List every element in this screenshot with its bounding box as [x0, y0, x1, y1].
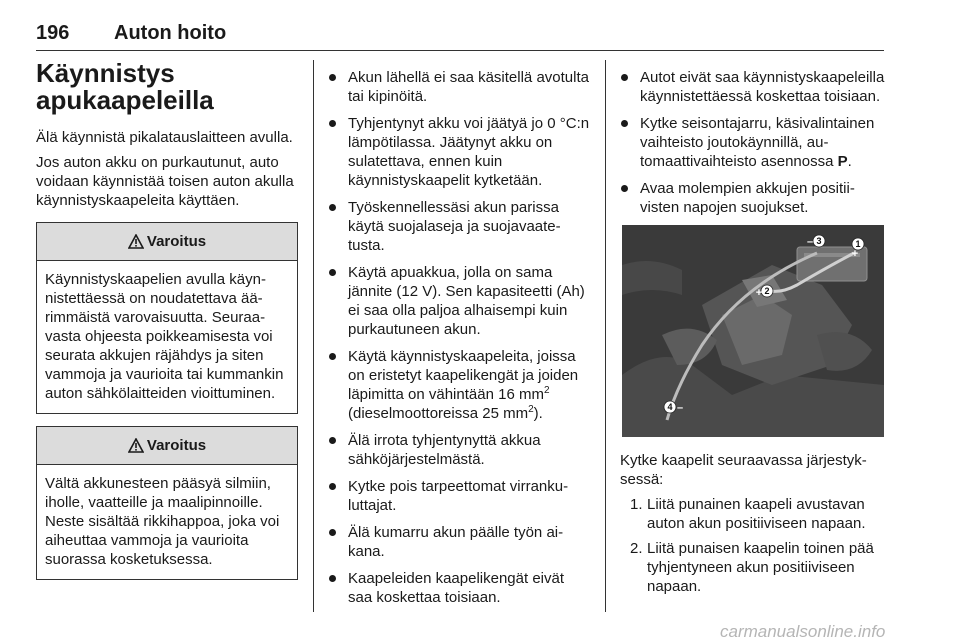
bullet-icon: [329, 575, 336, 582]
bullet-icon: [329, 120, 336, 127]
warning-triangle-icon: [128, 438, 144, 453]
list-item: Käytä apuakkua, jolla on sama jännite (12 V). Sen kapasiteetti (Ah) ei saa olla paljoa alhaisempi kuin purkautuneen akun.: [328, 263, 590, 339]
connection-steps: [620, 495, 886, 596]
list-item: Älä irrota tyhjentynyttä akkua sähköjärjestelmästä.: [328, 431, 590, 469]
column-divider: [313, 60, 314, 612]
chapter-title: Auton hoito: [114, 22, 227, 44]
minus-sign: –: [806, 236, 814, 248]
warning-box: [36, 222, 298, 414]
list-item: Älä kumarru akun päälle työn aikana.: [328, 523, 590, 561]
warning-label: Varoitus: [146, 233, 207, 250]
bullet-icon: [329, 74, 336, 81]
list-item: Avaa molempien akkujen positiivisten napojen suojukset.: [620, 179, 886, 217]
intro-paragraph: Jos auton akku on purkautunut, auto voidaan käynnistää toisen auton akulla käynnistyskaapeleita käyttäen.: [36, 154, 294, 209]
bullet-icon: [329, 353, 336, 360]
watermark: carmanualsonline.info: [720, 622, 886, 641]
bullet-icon: [329, 204, 336, 211]
callout-4: 4: [667, 402, 673, 412]
column-divider: [605, 60, 606, 612]
plus-sign: +: [851, 248, 859, 260]
callout-2: 2: [764, 286, 770, 296]
list-item: Tyhjentynyt akku voi jäätyä jo 0 °C:n lämpötilassa. Jäätynyt akku on sulatettava, ennen kuin käynnistyskaapelit kytketään.: [328, 114, 590, 190]
page-number: 196: [36, 22, 70, 44]
list-item: Kytke seisontajarru, käsivalintainen vaihteisto joutokäynnillä, automaattivaihteisto asennossa P.: [620, 114, 886, 171]
list-item: Kytke pois tarpeettomat virrankuluttajat.: [328, 477, 590, 515]
minus-sign: –: [676, 402, 684, 414]
section-title: Käynnistys apukaapeleilla: [36, 58, 214, 115]
warning-text: Vältä akkunesteen pääsyä silmiin, iholle, vaatteille ja maalipinnoille. Neste sisältää rikkihappoa, joka voi aiheuttaa vammoja ja vaurioita suorassa kosketuksessa.: [45, 475, 280, 568]
precaution-list: [328, 68, 590, 607]
list-item: Akun lähellä ei saa käsitellä avotulta tai kipinöitä.: [328, 68, 590, 106]
list-item: Kaapeleiden kaapelikengät eivät saa koskettaa toisiaan.: [328, 569, 590, 607]
steps-intro: Kytke kaapelit seuraavassa järjestyksessä:: [620, 452, 867, 488]
bullet-icon: [329, 269, 336, 276]
engine-bay-illustration: [622, 225, 884, 437]
column-left: [36, 60, 298, 580]
warning-label: Varoitus: [146, 437, 207, 454]
preparation-list: [620, 68, 886, 217]
warning-triangle-icon: [128, 234, 144, 249]
list-item: Käytä käynnistyskaapeleita, joissa on eristetyt kaapelikengät ja joiden läpimitta on vähintään 16 $mm^2$ (dieselmoottoreissa 25 $mm^2$).: [328, 347, 590, 423]
warning-text: Käynnistyskaapelien avulla käynnistettäessä on noudatettava äärimmäistä varovaisuutta. Seuraavasta ohjeesta poikkeamisesta voi seurata akkujen räjähdys ja siten vammoja ja vaurioita tai kummankin auton sähkölaitteiden vioittuminen.: [45, 271, 284, 402]
column-right: [620, 68, 886, 602]
column-middle: [328, 68, 590, 615]
warning-header: [37, 427, 297, 465]
bullet-icon: [329, 483, 336, 490]
list-item: Autot eivät saa käynnistyskaapeleilla käynnistettäessä koskettaa toisiaan.: [620, 68, 886, 106]
warning-header: [37, 223, 297, 261]
page-header: [36, 20, 884, 51]
jump-start-diagram: [622, 225, 884, 437]
list-item: 1. Liitä punainen kaapeli avustavan auton akun positiiviseen napaan.: [630, 496, 866, 532]
bullet-icon: [329, 529, 336, 536]
bullet-icon: [329, 437, 336, 444]
warning-box: [36, 426, 298, 580]
list-item: Työskennellessäsi akun parissa käytä suojalaseja ja suojavaatetusta.: [328, 198, 590, 255]
list-item: 2. Liitä punaisen kaapelin toinen pää tyhjentyneen akun positiiviseen napaan.: [630, 540, 874, 595]
callout-3: 3: [816, 236, 822, 246]
bullet-icon: [621, 74, 628, 81]
callout-1: 1: [855, 239, 861, 249]
intro-paragraph: Älä käynnistä pikalatauslaitteen avulla.: [36, 129, 293, 146]
bullet-icon: [621, 120, 628, 127]
bullet-icon: [621, 185, 628, 192]
plus-sign: +: [755, 287, 763, 299]
